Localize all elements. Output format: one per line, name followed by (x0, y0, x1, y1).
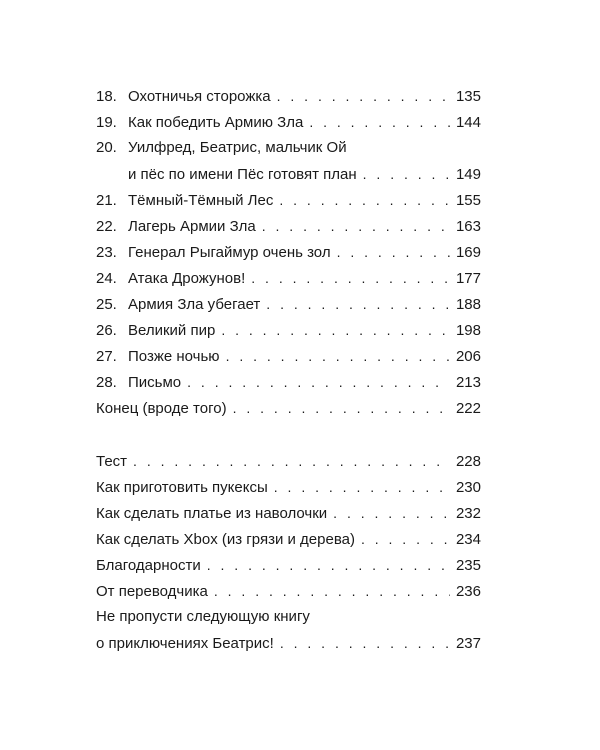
toc-entry-19[interactable] (96, 109, 481, 135)
chapter-number: 18. (96, 88, 117, 105)
chapter-number: 20. (96, 139, 117, 156)
dot-leader (251, 265, 450, 291)
section-title: Конец (вроде того) (96, 400, 227, 417)
page-number: 149 (455, 166, 481, 183)
chapter-number: 24. (96, 270, 117, 287)
chapter-title-line2: и пёс по имени Пёс готовят план (128, 166, 357, 183)
toc-entry-translator[interactable] (96, 578, 481, 604)
toc-entry-22[interactable] (96, 213, 481, 239)
chapter-title: Тёмный-Тёмный Лес (128, 192, 274, 209)
section-title: Благодарности (96, 557, 201, 574)
section-title: От переводчика (96, 583, 208, 600)
page-number: 236 (455, 583, 481, 600)
dot-leader (274, 474, 450, 500)
toc-entry-ending[interactable] (96, 395, 481, 421)
page-number: 135 (455, 88, 481, 105)
page-number: 234 (455, 531, 481, 548)
chapter-title: Позже ночью (128, 348, 220, 365)
chapter-title: Как победить Армию Зла (128, 114, 304, 131)
page-number: 232 (455, 505, 481, 522)
section-title: Как сделать Xbox (из грязи и дерева) (96, 531, 355, 548)
dot-leader (277, 83, 450, 109)
chapter-title: Атака Дрожунов! (128, 270, 246, 287)
toc-entry-20[interactable] (96, 135, 481, 187)
chapter-title-line1: Уилфред, Беатрис, мальчик Ой (128, 139, 347, 156)
section-gap (96, 421, 481, 448)
page-number: 198 (455, 322, 481, 339)
dot-leader (337, 239, 450, 265)
page-number: 235 (455, 557, 481, 574)
chapter-number: 25. (96, 296, 117, 313)
section-title-line2: о приключениях Беатрис! (96, 635, 274, 652)
chapter-number: 21. (96, 192, 117, 209)
toc-entry-next-book-line2 (96, 630, 481, 656)
page-number: 169 (455, 244, 481, 261)
chapter-title: Армия Зла убегает (128, 296, 261, 313)
toc-entry-next-book-line1 (96, 604, 481, 630)
section-title: Тест (96, 453, 128, 470)
page-number: 163 (455, 218, 481, 235)
chapter-title: Письмо (128, 374, 182, 391)
page-number: 213 (455, 374, 481, 391)
page-number: 188 (455, 296, 481, 313)
page-number: 144 (455, 114, 481, 131)
chapter-number: 19. (96, 114, 117, 131)
dot-leader (309, 109, 450, 135)
toc-entry-23[interactable] (96, 239, 481, 265)
table-of-contents (96, 83, 481, 656)
toc-entry-pukeksy[interactable] (96, 474, 481, 500)
chapter-number: 22. (96, 218, 117, 235)
dot-leader (221, 317, 450, 343)
chapter-title: Лагерь Армии Зла (128, 218, 256, 235)
toc-entry-20-line2 (96, 161, 481, 187)
toc-entry-20-line1 (96, 135, 481, 161)
dot-leader (233, 395, 450, 421)
section-title-line1: Не пропусти следующую книгу (96, 608, 310, 625)
toc-entry-xbox[interactable] (96, 526, 481, 552)
dot-leader (262, 213, 450, 239)
dot-leader (133, 448, 450, 474)
toc-entry-27[interactable] (96, 343, 481, 369)
dot-leader (279, 187, 450, 213)
toc-entry-28[interactable] (96, 369, 481, 395)
dot-leader (207, 552, 450, 578)
chapter-title: Охотничья сторожка (128, 88, 271, 105)
toc-entry-next-book[interactable] (96, 604, 481, 656)
toc-entry-24[interactable] (96, 265, 481, 291)
chapter-title: Великий пир (128, 322, 216, 339)
page-number: 155 (455, 192, 481, 209)
page-number: 230 (455, 479, 481, 496)
chapter-number: 26. (96, 322, 117, 339)
dot-leader (363, 161, 450, 187)
chapter-number: 27. (96, 348, 117, 365)
toc-entry-25[interactable] (96, 291, 481, 317)
page-number: 222 (455, 400, 481, 417)
page-number: 177 (455, 270, 481, 287)
page-number: 228 (455, 453, 481, 470)
dot-leader (361, 526, 450, 552)
dot-leader (333, 500, 450, 526)
dot-leader (214, 578, 450, 604)
page-number: 206 (455, 348, 481, 365)
chapter-title: Генерал Рыгаймур очень зол (128, 244, 331, 261)
section-title: Как приготовить пукексы (96, 479, 268, 496)
dot-leader (226, 343, 450, 369)
toc-entry-21[interactable] (96, 187, 481, 213)
toc-entry-18[interactable] (96, 83, 481, 109)
toc-entry-dress[interactable] (96, 500, 481, 526)
dot-leader (280, 630, 450, 656)
toc-entry-test[interactable] (96, 448, 481, 474)
chapter-number: 23. (96, 244, 117, 261)
chapter-number: 28. (96, 374, 117, 391)
toc-entry-26[interactable] (96, 317, 481, 343)
dot-leader (187, 369, 450, 395)
page-number: 237 (455, 635, 481, 652)
section-title: Как сделать платье из наволочки (96, 505, 328, 522)
dot-leader (266, 291, 450, 317)
toc-entry-thanks[interactable] (96, 552, 481, 578)
